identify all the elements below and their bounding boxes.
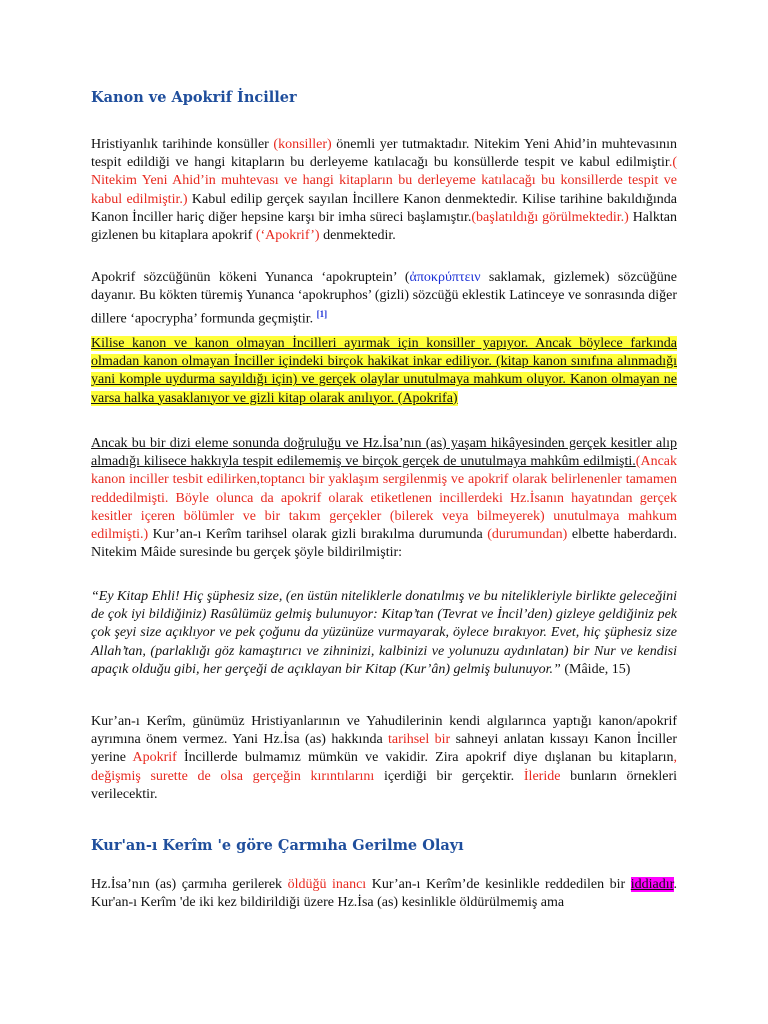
text: bunların örnekleri verilecektir. — [91, 768, 678, 802]
correction-text: (durumundan) — [487, 527, 568, 543]
correction-text: Apokrif — [132, 750, 177, 766]
text: İncillerde bulmamız mümkün ve vakidir. Zira apokrif diye dışlanan bu kitapların — [176, 750, 674, 766]
correction-text: tarihsel bir — [388, 732, 451, 748]
quote-reference: (Mâide, 15) — [560, 661, 631, 677]
text: Hristiyanlık tarihinde konsüller — [91, 137, 274, 152]
text: Apokrif sözcüğünün kökeni Yunanca ‘apokruptein’ ( — [91, 270, 410, 285]
paragraph-kuran — [91, 713, 677, 804]
underlined-text: Ancak bu bir dizi eleme sonunda doğruluğu ve Hz.İsa’nın (as) yaşam hikâyesinden gerçek kesitler alıp almadığı kilisece hakkıyla tespit edilememiş ve birçok gerçek de unutulmaya mahkûm edilmişti. — [91, 436, 677, 470]
correction-text: (‘Apokrif’) — [255, 228, 320, 244]
paragraph-elimination — [91, 435, 677, 562]
paragraph-konsiller — [91, 136, 677, 245]
text: Halktan gizlenen bu kitaplara apokrif — [91, 209, 678, 244]
text: denmektedir. — [319, 228, 396, 244]
text: içerdiği bir gerçektir. — [374, 768, 524, 784]
highlighted-text: Kilise kanon ve kanon olmayan İncilleri ayırmak için konsiller yapıyor. Ancak böylece farkında olmadan kanon olmayan İnciller içindeki birçok hakikat inkar ediliyor. (kitap kanon sınıfına alınmadığı yani komple uydurma sayıldığı için) ve gerçek olaylar unutulmaya mahkum oluyor. Kanon olmayan ne varsa halka yasaklanıyor ve gizli kitap olarak anılıyor. (Apokrifa) — [91, 336, 677, 406]
quote-text: “Ey Kitap Ehli! Hiç şüphesiz size, (en üstün niteliklerle donatılmış ve bu nitelikleriyle birlikte geleceğini de çok iyi bildiğiniz) Rasûlümüz gelmiş bulunuyor: Kitap’tan (Tevrat ve İncil’den) gizleye geldiğiniz pek çok şeyi size açıklıyor ve pek çoğunu da yüzünüze vurmayarak, öylece bırakıyor. Evet, hiç şüphesiz size Allah’tan, (parlaklığı göz kamaştırıcı ve zihninizi, kalbinizi ve yolunuzu aydınlatan) bir Nur ve kendisi apaçık olduğu gibi, her gerçeği de açıklayan bir Kitap (Kur’ân) gelmiş bulunuyor.” — [91, 589, 677, 677]
highlighted-word: iddiadır — [630, 877, 674, 892]
correction-text: (Ancak kanon inciller tesbit edilirken,toptancı bir yaklaşım sergilenmiş ve apokrif olarak belirlenenler tamamen reddedilmişti. Böyle olunca da apokrif olarak etiketlenen incillerdeki Hz.İsanın hayatından gerçek kesitler içeren bölümler ve bir takım gerçekler (bilerek veya bilmeyerek) unutulmaya mahkum edilmişti.) — [91, 454, 677, 543]
correction-text: , değişmiş surette de olsa gerçeğin kırıntılarını — [91, 750, 677, 784]
text: saklamak, gizlemek) sözcüğüne dayanır. Bu kökten türemiş Yunanca ‘apokruphos’ (gizli) sözcüğü eklestik Latinceye ve sonrasında diğer dillere ‘apocrypha’ formunda geçmiştir. — [91, 270, 677, 328]
correction-text: (konsiller) — [273, 137, 332, 152]
correction-text: öldüğü inancı — [287, 877, 367, 892]
paragraph-quote — [91, 588, 677, 679]
paragraph-etymology — [91, 269, 677, 329]
text: elbette haberdardı. Nitekim Mâide suresinde bu gerçek şöyle bildirilmiştir: — [91, 527, 677, 561]
text: Hz.İsa’nın (as) çarmıha gerilerek — [91, 877, 288, 892]
correction-text: .( Nitekim Yeni Ahid’in muhtevası ve hangi kitapların bu derleyeme katılacağı bu konsillerde tespit ve kabul edilmiştir.) — [91, 155, 677, 207]
text: . Kur'an-ı Kerîm 'de iki kez bildirildiği üzere Hz.İsa (as) kesinlikle öldürülmemiş ama — [91, 877, 678, 911]
text: önemli yer tutmaktadır. Nitekim Yeni Ahid’in muhtevasının tespit edildiği ve hangi kitapların bu derleyeme katılacağı bu konsüllerde tespit ve kabul edilmiştir — [91, 137, 677, 171]
paragraph-highlighted — [91, 335, 677, 408]
section-title-kanon: Kanon ve Apokrif İnciller — [91, 89, 297, 106]
correction-text: (başlatıldığı görülmektedir.) — [471, 209, 629, 225]
greek-word: ἀποκρύπτειν — [409, 270, 481, 285]
text: sahneyi anlatan kıssayı Kanon İnciller yerine — [91, 732, 677, 766]
text: Kur’an-ı Kerîm tarihsel olarak gizli bırakılma durumunda — [148, 527, 488, 543]
correction-text: İleride — [523, 768, 561, 784]
section-title-crucifixion: Kur'an-ı Kerîm 'e göre Çarmıha Gerilme Olayı — [91, 837, 464, 854]
text: Kabul edilip gerçek sayılan İncillere Kanon denmektedir. Kilise tarihine bakıldığında Kanon İnciller hariç diğer hepsine karşı bir imha süreci başlamıştır. — [91, 191, 677, 225]
text: Kur’an-ı Kerîm’de kesinlikle reddedilen bir — [366, 877, 631, 892]
footnote-link[interactable]: [1] — [316, 309, 328, 320]
paragraph-crucifixion — [91, 876, 677, 912]
text: Kur’an-ı Kerîm, günümüz Hristiyanlarının ve Yahudilerinin kendi algılarınca yaptığı kanon/apokrif ayrımına önem vermez. Yani Hz.İsa (as) hakkında — [91, 714, 677, 748]
